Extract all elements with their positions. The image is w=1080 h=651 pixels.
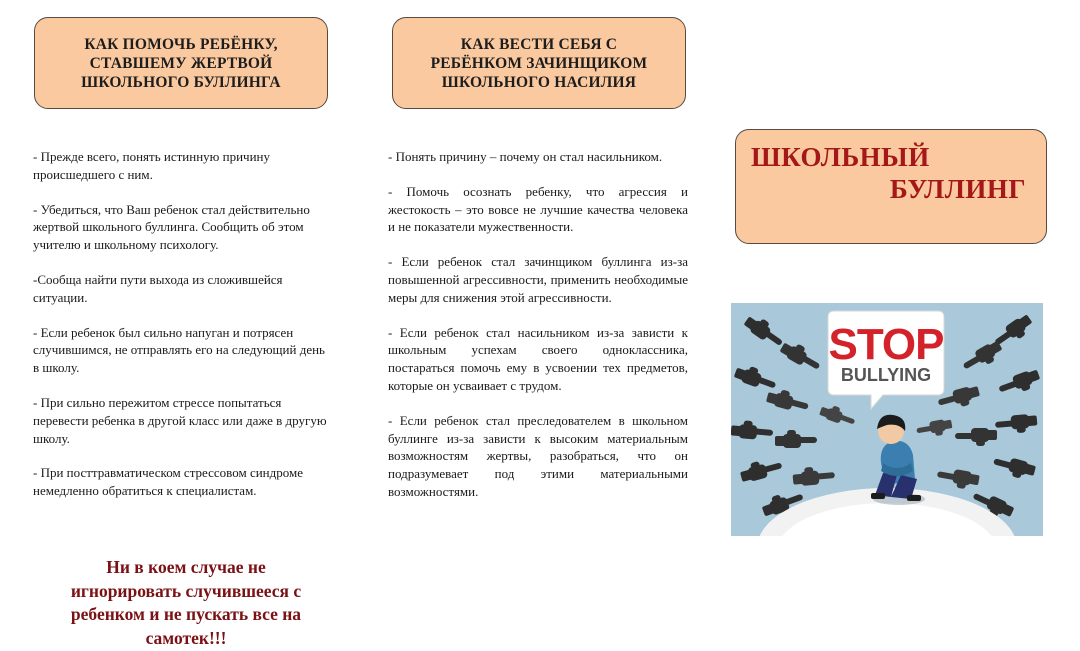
illustration-canvas — [731, 303, 1043, 536]
list-item: - Если ребенок стал зачинщиком буллинга из-за повышенной агрессивности, применить необходимые меры для снижения этой агрессивности. — [388, 254, 688, 305]
list-item: - Прежде всего, понять истинную причину происшедшего с ним. — [33, 149, 270, 182]
brochure-title-box — [735, 129, 1047, 244]
sign-stop-text: STOP — [828, 320, 944, 369]
middle-column-heading: КАК ВЕСТИ СЕБЯ С РЕБЁНКОМ ЗАЧИНЩИКОМ ШКОЛЬНОГО НАСИЛИЯ — [392, 17, 686, 109]
list-item: - Убедиться, что Ваш ребенок стал действительно жертвой школьного буллинга. Сообщить об этом учителю и школьному психологу. — [33, 201, 310, 253]
warning-text: Ни в коем случае не игнорировать случившееся с ребенком и не пускать все на самотек!!! — [70, 557, 302, 648]
left-column-advice-list — [33, 148, 333, 517]
list-item: - При сильно пережитом стрессе попытаться перевести ребенка в другой класс или даже в другую школу. — [33, 394, 327, 446]
brochure-title-line-2: БУЛЛИНГ — [889, 174, 1026, 204]
stop-bullying-illustration — [731, 303, 1043, 536]
list-item: -Сообща найти пути выхода из сложившейся ситуации. — [33, 271, 283, 305]
middle-column-advice-list — [388, 148, 688, 518]
list-item: - Если ребенок стал преследователем в школьном буллинге из-за зависти к высоким материальным возможностям жертвы, разобраться, что он подразумевает под этими материальными возможностями. — [388, 412, 688, 499]
sign-bullying-text: BULLYING — [840, 365, 932, 385]
brochure-title-line-1: ШКОЛЬНЫЙ — [751, 142, 930, 172]
list-item: - Если ребенок стал насильником из-за зависти к школьным успехам своего одноклассника, постараться помочь ему в усвоении тех предметов, которые он усваивает с трудом. — [388, 324, 688, 393]
list-item: - Помочь осознать ребенку, что агрессия и жестокость – это вовсе не лучшие качества человека и не показатели мужественности. — [388, 183, 688, 235]
list-item: - При посттравматическом стрессовом синдроме немедленно обратиться к специалистам. — [33, 465, 303, 499]
list-item: - Понять причину – почему он стал насильником. — [388, 149, 663, 164]
list-item: - Если ребенок был сильно напуган и потрясен случившимся, не отправлять его на следующий день в школу. — [33, 324, 325, 376]
left-column-heading: КАК ПОМОЧЬ РЕБЁНКУ, СТАВШЕМУ ЖЕРТВОЙ ШКОЛЬНОГО БУЛЛИНГА — [34, 17, 328, 109]
stop-bullying-sign — [828, 311, 944, 409]
